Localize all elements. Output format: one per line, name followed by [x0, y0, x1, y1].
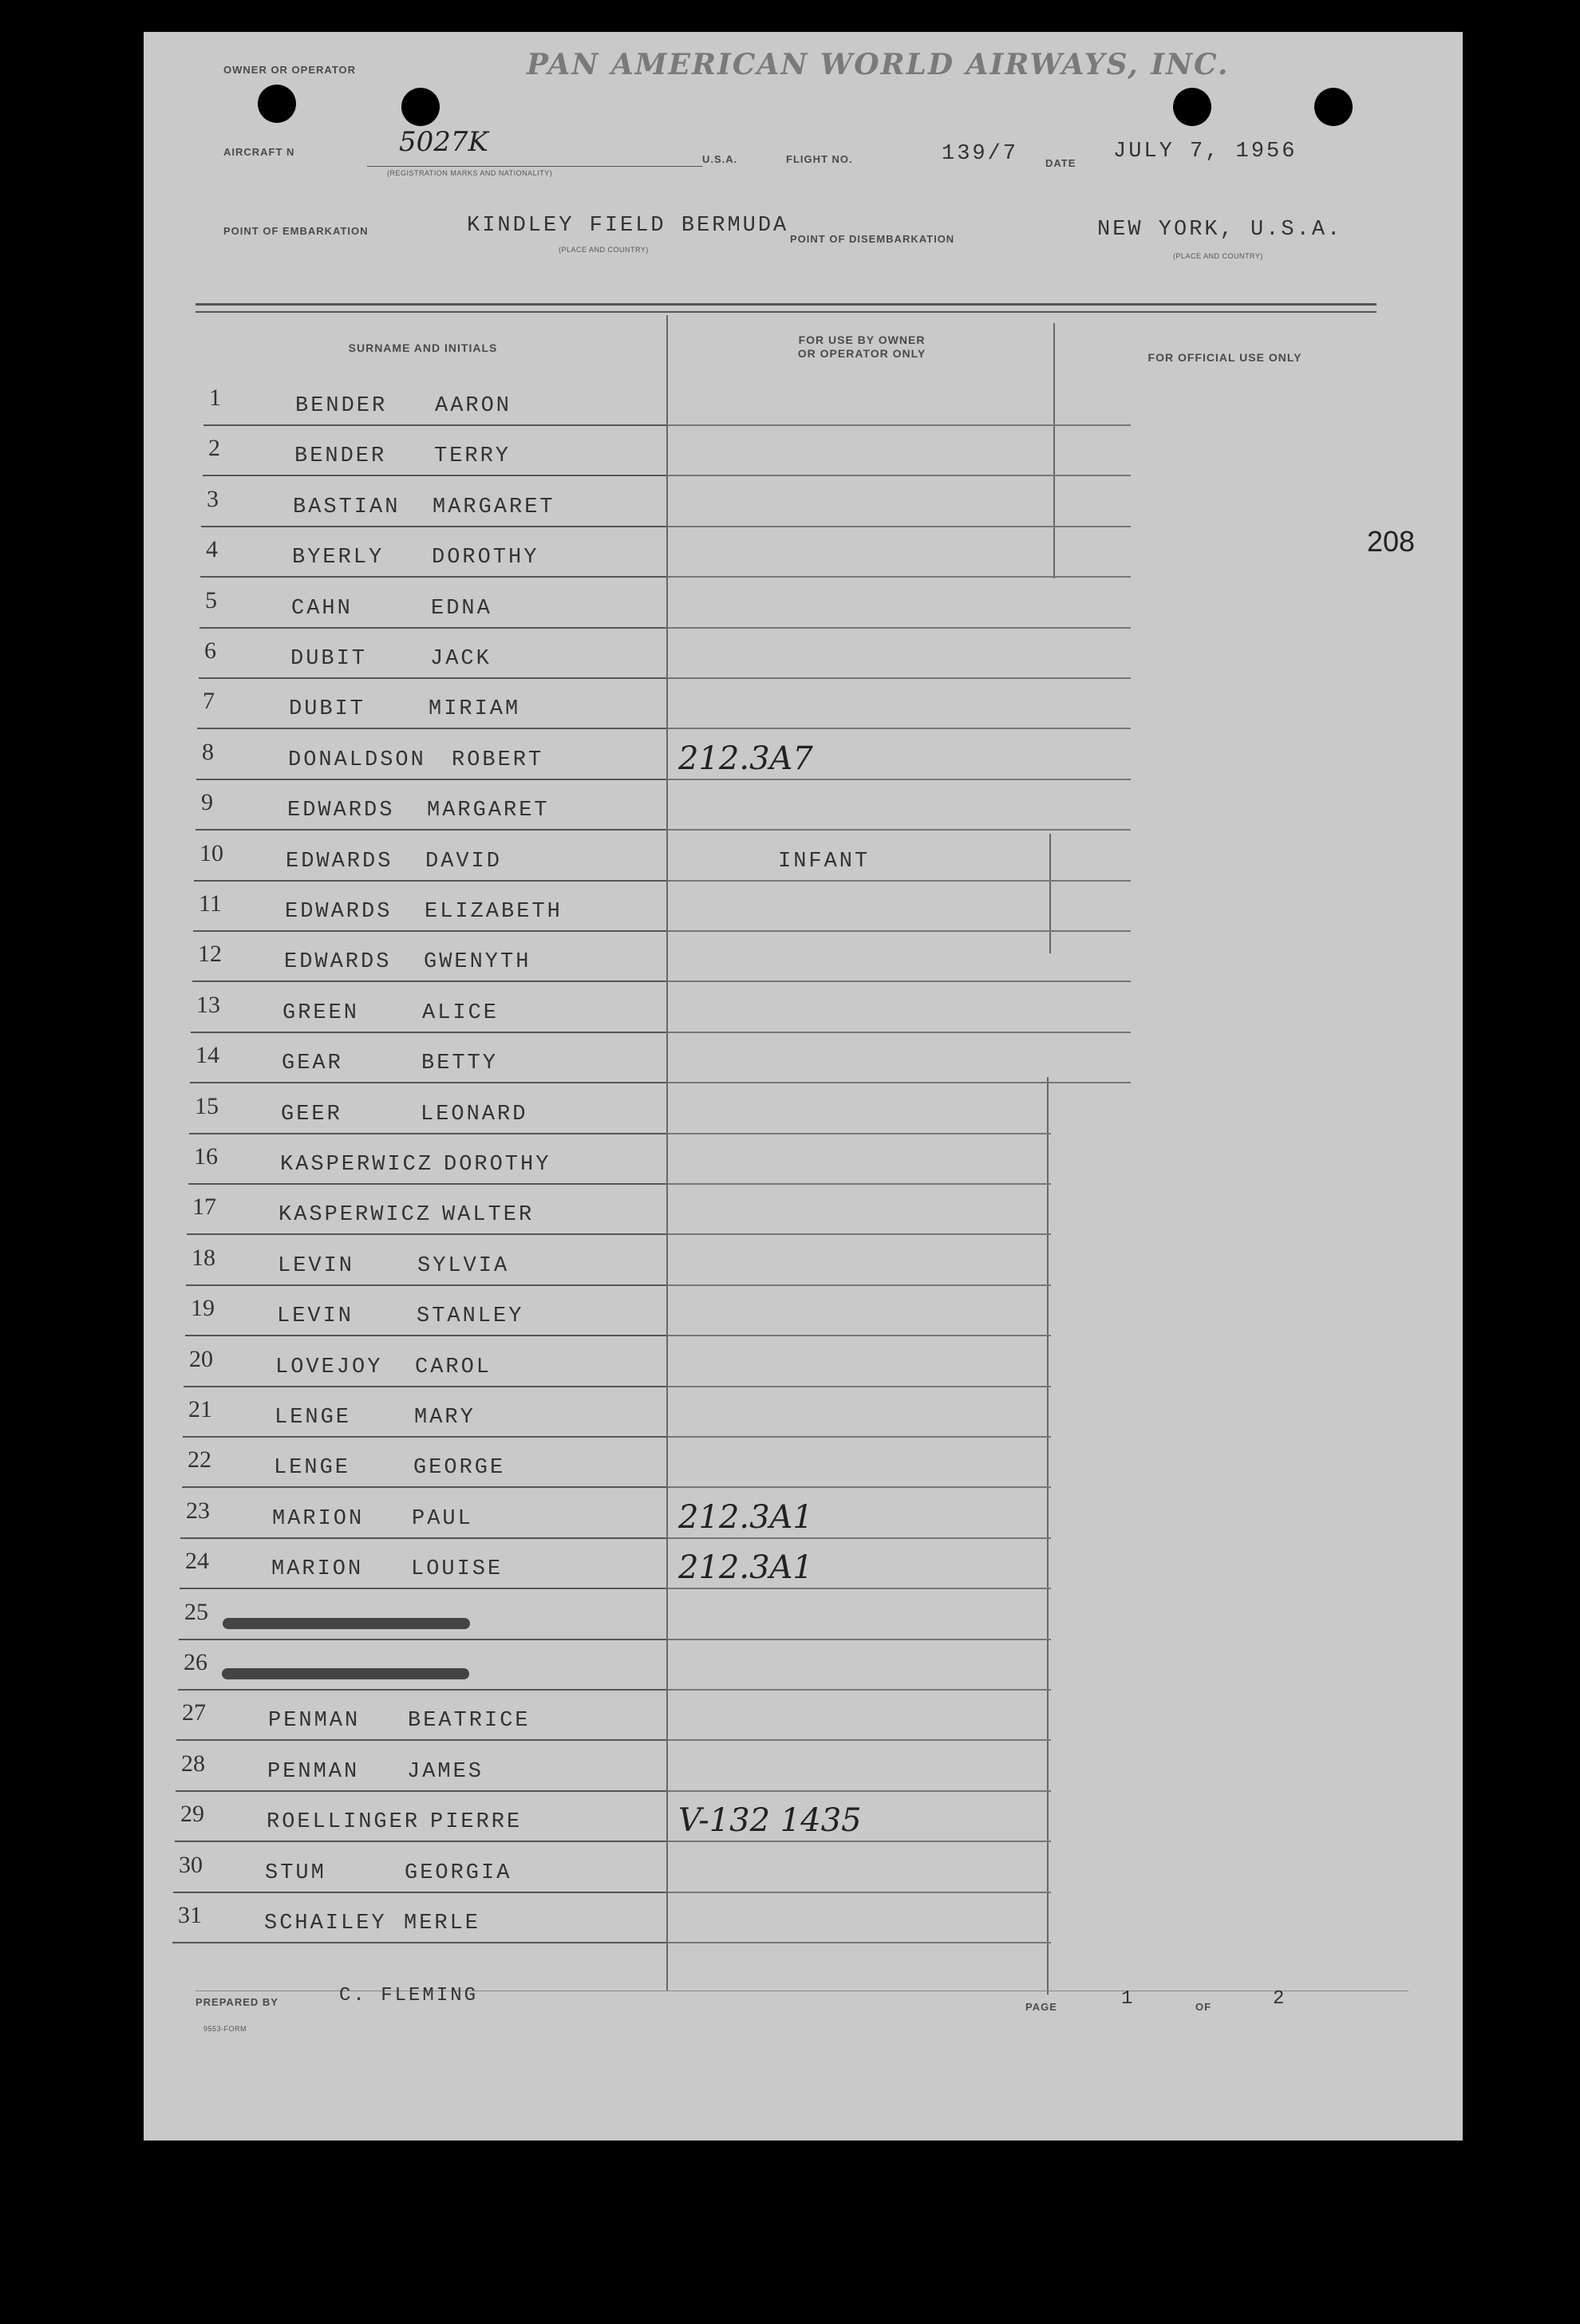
row-number: 29: [180, 1801, 204, 1827]
passenger-given-name: GEORGE: [413, 1456, 506, 1480]
row-number: 1: [209, 385, 221, 411]
passenger-given-name: BEATRICE: [408, 1709, 531, 1733]
row-number: 16: [194, 1143, 218, 1170]
embark-value: KINDLEY FIELD BERMUDA: [467, 214, 789, 238]
passenger-given-name: ELIZABETH: [425, 900, 563, 924]
row-number: 11: [199, 890, 222, 917]
flight-label: FLIGHT NO.: [786, 153, 853, 165]
passenger-surname: MARION: [271, 1557, 364, 1581]
passenger-surname: CAHN: [291, 597, 353, 621]
row-number: 5: [205, 587, 217, 614]
form-code: 9553-FORM: [203, 2025, 247, 2033]
row-number: 22: [188, 1446, 211, 1473]
passenger-surname: DUBIT: [290, 647, 368, 671]
row-number: 19: [191, 1295, 215, 1321]
passenger-given-name: PIERRE: [430, 1810, 523, 1834]
passenger-given-name: DOROTHY: [444, 1153, 551, 1177]
passenger-surname: GREEN: [282, 1001, 360, 1025]
passenger-surname: LENGE: [274, 1456, 351, 1480]
row-number: 8: [202, 739, 214, 765]
passenger-given-name: TERRY: [434, 444, 512, 468]
passenger-surname: EDWARDS: [286, 850, 393, 874]
row-number: 30: [179, 1852, 203, 1878]
disembark-label: POINT OF DISEMBARKATION: [790, 233, 955, 245]
row-number: 25: [184, 1599, 208, 1625]
passenger-given-name: ALICE: [422, 1001, 500, 1025]
passenger-given-name: GEORGIA: [405, 1861, 512, 1885]
embark-label: POINT OF EMBARKATION: [223, 225, 369, 237]
passenger-surname: EDWARDS: [284, 950, 392, 974]
row-number: 18: [192, 1245, 215, 1271]
date-label: DATE: [1045, 157, 1076, 169]
passenger-given-name: CAROL: [415, 1355, 492, 1379]
row-number: 6: [204, 637, 216, 664]
side-number: 208: [1367, 525, 1416, 558]
punch-hole: [258, 85, 296, 123]
passenger-surname: DONALDSON: [288, 748, 426, 772]
passenger-given-name: MARY: [414, 1406, 476, 1430]
passenger-surname: DUBIT: [289, 697, 366, 721]
owner-label: OWNER OR OPERATOR: [223, 64, 357, 76]
passenger-surname: KASPERWICZ: [280, 1153, 434, 1177]
row-number: 14: [196, 1042, 219, 1068]
passenger-given-name: JAMES: [407, 1760, 484, 1784]
passenger-surname: BENDER: [294, 444, 387, 468]
row-number: 23: [186, 1497, 210, 1524]
row-number: 20: [189, 1346, 213, 1372]
passenger-given-name: MIRIAM: [429, 697, 521, 721]
page-value: 1: [1121, 1988, 1136, 2010]
passenger-given-name: LEONARD: [421, 1103, 528, 1126]
flight-value: 139/7: [942, 142, 1019, 166]
row-number: 13: [196, 992, 220, 1018]
row-number: 21: [188, 1396, 212, 1422]
of-value: 2: [1273, 1988, 1287, 2010]
passenger-given-name: LOUISE: [411, 1557, 504, 1581]
row-number: 27: [182, 1699, 206, 1726]
passenger-given-name: AARON: [435, 394, 512, 418]
aircraft-value: 5027K: [399, 126, 488, 158]
struck-out-entry: [223, 1618, 470, 1629]
aircraft-sublabel: (REGISTRATION MARKS AND NATIONALITY): [387, 169, 553, 177]
row-number: 3: [207, 486, 219, 512]
row-number: 26: [184, 1649, 207, 1675]
passenger-surname: GEAR: [282, 1052, 343, 1075]
passenger-surname: EDWARDS: [285, 900, 393, 924]
passenger-surname: EDWARDS: [287, 799, 395, 823]
handwritten-note: 212.3A1: [678, 1549, 813, 1586]
prepared-label: PREPARED BY: [196, 1996, 278, 2008]
usa-label: U.S.A.: [702, 153, 738, 165]
handwritten-note: 212.3A7: [678, 740, 813, 777]
passenger-surname: ROELLINGER: [267, 1810, 421, 1834]
col-header-owner-line1: FOR USE BY OWNER: [798, 333, 926, 346]
passenger-surname: BENDER: [295, 394, 388, 418]
passenger-surname: BYERLY: [292, 546, 385, 570]
col-header-owner-line2: OR OPERATOR ONLY: [797, 347, 926, 360]
passenger-surname: LENGE: [275, 1406, 352, 1430]
row-number: 7: [203, 688, 215, 714]
passenger-given-name: GWENYTH: [424, 950, 531, 974]
handwritten-note: V-132 1435: [678, 1802, 862, 1839]
passenger-surname: KASPERWICZ: [278, 1203, 433, 1227]
aircraft-label: AIRCRAFT N: [223, 146, 295, 158]
row-number: 4: [206, 536, 218, 562]
disembark-value: NEW YORK, U.S.A.: [1097, 218, 1343, 242]
passenger-surname: LOVEJOY: [275, 1355, 383, 1379]
passenger-given-name: BETTY: [421, 1052, 499, 1075]
passenger-surname: LEVIN: [278, 1254, 355, 1278]
struck-out-entry: [222, 1668, 469, 1679]
passenger-given-name: MARGARET: [427, 799, 550, 823]
passenger-given-name: MERLE: [404, 1912, 481, 1935]
date-value: JULY 7, 1956: [1113, 140, 1298, 164]
passenger-given-name: EDNA: [431, 597, 492, 621]
passenger-given-name: DOROTHY: [432, 546, 539, 570]
passenger-surname: PENMAN: [267, 1760, 360, 1784]
prepared-value: C. FLEMING: [339, 1985, 479, 2006]
passenger-surname: GEER: [281, 1103, 342, 1126]
row-number: 17: [192, 1194, 216, 1220]
of-label: OF: [1195, 2001, 1212, 2013]
punch-hole: [1314, 88, 1353, 126]
passenger-surname: STUM: [265, 1861, 326, 1885]
passenger-note: INFANT: [778, 850, 871, 874]
passenger-surname: BASTIAN: [293, 495, 401, 519]
col-header-official: FOR OFFICIAL USE ONLY: [1147, 351, 1302, 364]
row-number: 12: [198, 941, 222, 967]
row-number: 15: [195, 1093, 219, 1119]
disembark-sublabel: (PLACE AND COUNTRY): [1173, 252, 1263, 260]
passenger-given-name: SYLVIA: [417, 1254, 510, 1278]
row-number: 31: [178, 1902, 202, 1928]
row-number: 24: [185, 1548, 209, 1574]
col-header-names: SURNAME AND INITIALS: [348, 341, 498, 354]
row-number: 2: [208, 435, 220, 461]
handwritten-note: 212.3A1: [678, 1499, 813, 1536]
punch-hole: [1173, 88, 1211, 126]
manifest-sheet: [144, 32, 1463, 2141]
page-label: PAGE: [1025, 2001, 1057, 2013]
passenger-surname: MARION: [272, 1507, 365, 1531]
passenger-given-name: MARGARET: [433, 495, 555, 519]
passenger-surname: PENMAN: [268, 1709, 361, 1733]
passenger-given-name: WALTER: [442, 1203, 535, 1227]
row-number: 9: [201, 789, 213, 815]
company-name: PAN AMERICAN WORLD AIRWAYS, INC.: [527, 48, 1230, 81]
passenger-surname: LEVIN: [277, 1304, 354, 1328]
row-number: 10: [199, 840, 223, 866]
embark-sublabel: (PLACE AND COUNTRY): [559, 246, 649, 254]
passenger-surname: SCHAILEY: [264, 1912, 387, 1935]
punch-hole: [401, 88, 440, 126]
passenger-given-name: PAUL: [412, 1507, 473, 1531]
passenger-given-name: STANLEY: [417, 1304, 524, 1328]
passenger-given-name: DAVID: [425, 850, 503, 874]
row-number: 28: [181, 1750, 205, 1777]
passenger-given-name: ROBERT: [452, 748, 544, 772]
passenger-given-name: JACK: [430, 647, 492, 671]
